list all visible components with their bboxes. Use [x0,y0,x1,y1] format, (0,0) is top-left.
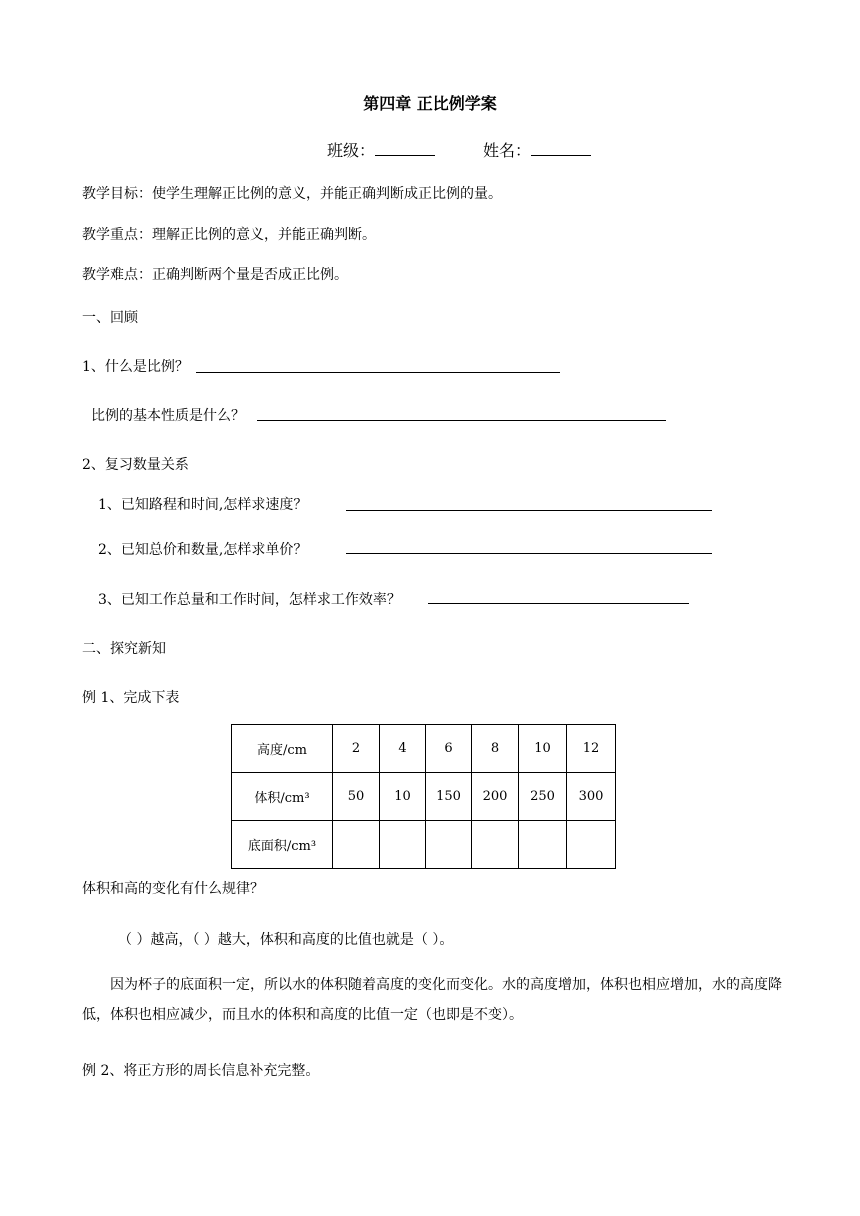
pattern-question: 体积和高的变化有什么规律？ [82,881,264,897]
section2-heading: 二、探究新知 [82,641,166,657]
question-1b: 比例的基本性质是什么？ [91,408,245,424]
table-cell: 150 [426,773,472,821]
table-cell-blank[interactable] [380,821,426,869]
teaching-difficulty: 教学难点：正确判断两个量是否成正比例。 [82,267,348,283]
table-cell: 250 [519,773,567,821]
table-cell-blank[interactable] [567,821,616,869]
table-row [232,773,616,821]
table-cell: 8 [472,725,519,773]
table-cell: 12 [567,725,616,773]
name-label: 姓名： [483,141,532,160]
sub-question-2: 2、已知总价和数量,怎样求单价？ [98,542,308,558]
table-cell-blank[interactable] [426,821,472,869]
answer-line-1b[interactable] [257,420,666,421]
explanation-paragraph: 因为杯子的底面积一定，所以水的体积随着高度的变化而变化。水的高度增加，体积也相应增加，水的高度降低，体积也相应减少，而且水的体积和高度的比值一定（也即是不变）。 [82,977,782,1023]
sub-question-1: 1、已知路程和时间,怎样求速度？ [98,497,308,513]
table-cell-blank[interactable] [519,821,567,869]
sub-question-3: 3、已知工作总量和工作时间，怎样求工作效率？ [98,592,401,608]
table-cell-blank[interactable] [472,821,519,869]
name-blank[interactable] [531,141,591,156]
table-cell: 200 [472,773,519,821]
answer-line-sub3[interactable] [428,603,689,604]
data-table [231,724,616,869]
table-cell: 50 [333,773,380,821]
question-1: 1、什么是比例？ [82,359,189,375]
teaching-objective: 教学目标：使学生理解正比例的意义，并能正确判断成正比例的量。 [82,186,502,202]
class-field [327,138,435,161]
table-cell: 10 [380,773,426,821]
class-blank[interactable] [375,141,435,156]
teaching-focus: 教学重点：理解正比例的意义，并能正确判断。 [82,227,376,243]
page-title: 第四章 正比例学案 [363,94,497,113]
table-cell: 10 [519,725,567,773]
fill-in-sentence: （ ）越高，（ ）越大，体积和高度的比值也就是（ ）。 [118,932,454,948]
table-cell: 300 [567,773,616,821]
table-row [232,725,616,773]
section1-heading: 一、回顾 [82,310,138,326]
answer-line-sub1[interactable] [346,510,712,511]
row-header-volume: 体积/cm³ [232,773,333,821]
row-header-height: 高度/cm [232,725,333,773]
example-2: 例 2、将正方形的周长信息补充完整。 [82,1063,320,1079]
row-header-base-area: 底面积/cm³ [232,821,333,869]
question-2: 2、复习数量关系 [82,457,189,473]
table-cell: 2 [333,725,380,773]
example-1: 例 1、完成下表 [82,690,180,706]
answer-line-1[interactable] [196,372,560,373]
name-field [483,138,591,161]
class-label: 班级： [327,141,376,160]
table-cell: 4 [380,725,426,773]
answer-line-sub2[interactable] [346,553,712,554]
table-cell-blank[interactable] [333,821,380,869]
table-cell: 6 [426,725,472,773]
table-row [232,821,616,869]
